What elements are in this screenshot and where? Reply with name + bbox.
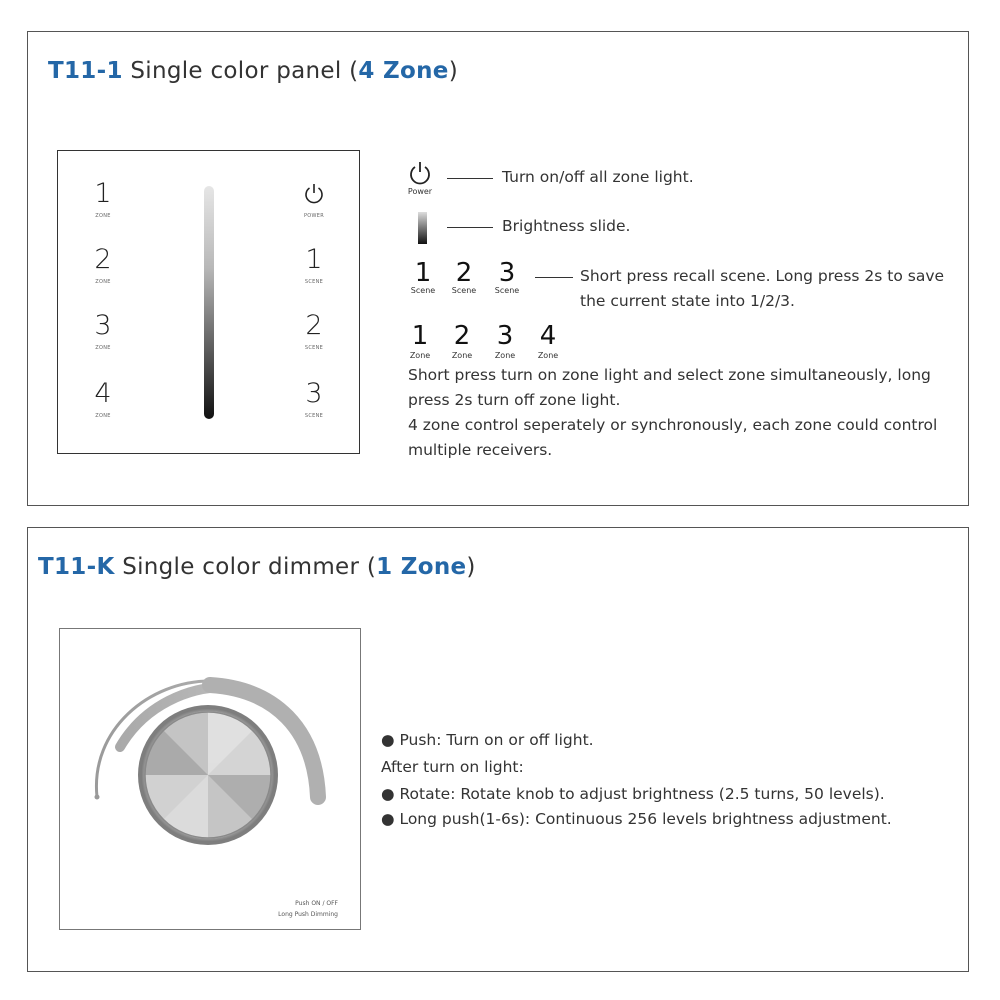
panel-zone-1-number: 1 [94, 178, 112, 209]
section-title [48, 58, 458, 84]
legend-zone-text-4: multiple receivers. [408, 441, 553, 459]
legend-zone-1-number: 1 [411, 321, 429, 351]
panel-zone-3-label: ZONE [95, 345, 111, 351]
panel-scene-3-number: 3 [305, 378, 323, 409]
brightness-slider [204, 186, 214, 419]
legend-zone-4-label: Zone [537, 351, 559, 360]
leader-line [447, 178, 493, 179]
panel-push-label: Push ON / OFF [295, 900, 338, 907]
legend-slide-icon [418, 212, 427, 244]
panel-scene-1-label: SCENE [304, 279, 324, 285]
title-end: ) [466, 554, 476, 580]
title-text: Single color dimmer ( [114, 554, 377, 580]
bullet-push: ● Push: Turn on or off light. [381, 731, 594, 749]
panel-4-zone-image [57, 150, 360, 454]
legend-zone-text-3: 4 zone control seperately or synchronously, each zone could control [408, 416, 938, 434]
model-code: T11-K [38, 554, 115, 580]
legend-power-text: Turn on/off all zone light. [502, 168, 694, 186]
legend-power-icon [408, 160, 432, 186]
legend-scene-2-number: 2 [455, 258, 473, 288]
legend-zone-1-label: Zone [409, 351, 431, 360]
legend-scene-text-2: the current state into 1/2/3. [580, 292, 795, 310]
legend-zone-2-label: Zone [451, 351, 473, 360]
legend-scene-text-1: Short press recall scene. Long press 2s to save [580, 267, 945, 285]
legend-zone-text-1: Short press turn on zone light and select zone simultaneously, long [408, 366, 931, 384]
legend-zone-2-number: 2 [453, 321, 471, 351]
panel-zone-2-number: 2 [94, 244, 112, 275]
legend-zone-3-number: 3 [496, 321, 514, 351]
zone-count: 1 Zone [376, 554, 467, 580]
leader-line [447, 227, 493, 228]
legend-scene-3-label: Scene [494, 286, 520, 295]
section-t11-1 [27, 31, 969, 506]
section-t11-k [27, 527, 969, 972]
bullet-long-push: ● Long push(1-6s): Continuous 256 levels brightness adjustment. [381, 810, 892, 828]
model-code: T11-1 [48, 58, 123, 84]
bullet-rotate: ● Rotate: Rotate knob to adjust brightness (2.5 turns, 50 levels). [381, 785, 885, 803]
panel-scene-2-number: 2 [305, 310, 323, 341]
panel-zone-1-label: ZONE [95, 213, 111, 219]
power-icon [303, 182, 325, 206]
knob-icon [60, 629, 360, 929]
panel-scene-1-number: 1 [305, 244, 323, 275]
legend-scene-3-number: 3 [498, 258, 516, 288]
legend-scene-1-label: Scene [410, 286, 436, 295]
legend-zone-4-number: 4 [539, 321, 557, 351]
panel-power-label: POWER [303, 213, 325, 219]
title-text: Single color panel ( [122, 58, 359, 84]
legend-slide-text: Brightness slide. [502, 217, 631, 235]
panel-zone-4-label: ZONE [95, 413, 111, 419]
panel-scene-2-label: SCENE [304, 345, 324, 351]
leader-line [535, 277, 573, 278]
dimmer-panel-image [59, 628, 361, 930]
legend-scene-2-label: Scene [451, 286, 477, 295]
panel-zone-2-label: ZONE [95, 279, 111, 285]
panel-zone-4-number: 4 [94, 378, 112, 409]
legend-power-label: Power [407, 187, 433, 196]
legend-scene-1-number: 1 [414, 258, 432, 288]
title-end: ) [448, 58, 458, 84]
legend-zone-text-2: press 2s turn off zone light. [408, 391, 621, 409]
after-turn-on-text: After turn on light: [381, 758, 524, 776]
legend-zone-3-label: Zone [494, 351, 516, 360]
panel-long-push-label: Long Push Dimming [278, 911, 338, 918]
zone-count: 4 Zone [358, 58, 449, 84]
panel-zone-3-number: 3 [94, 310, 112, 341]
panel-scene-3-label: SCENE [304, 413, 324, 419]
section-title [38, 554, 476, 580]
